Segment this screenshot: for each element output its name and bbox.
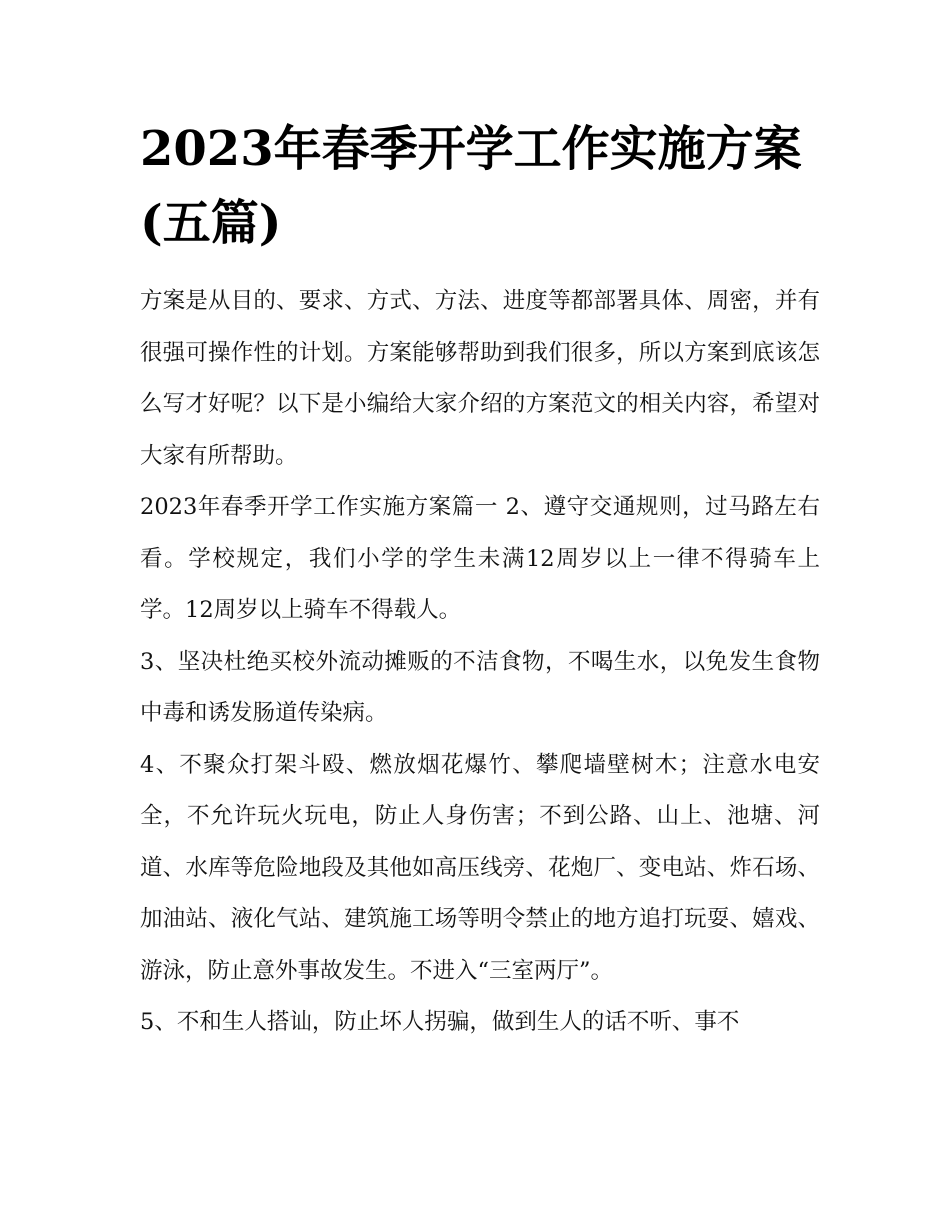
document-title: 2023年春季开学工作实施方案(五篇): [140, 121, 802, 251]
document-body: [140, 276, 820, 1049]
paragraph-section-one: 2023年春季开学工作实施方案篇一 2、遵守交通规则，过马路左右看。学校规定，我们小学的学生未满12周岁以上一律不得骑车上学。12周岁以上骑车不得载人。: [140, 494, 820, 623]
paragraph-item-3: 3、坚决杜绝买校外流动摊贩的不洁食物，不喝生水，以免发生食物中毒和诱发肠道传染病。: [140, 648, 820, 726]
paragraph-item-5: 5、不和生人搭讪，防止坏人拐骗，做到生人的话不听、事不: [140, 1009, 740, 1035]
paragraph-item-4: 4、不聚众打架斗殴、燃放烟花爆竹、攀爬墙壁树木；注意水电安全，不允许玩火玩电，防止人身伤害；不到公路、山上、池塘、河道、水库等危险地段及其他如高压线旁、花炮厂、变电站、炸石场、加油站、液化气站、建筑施工场等明令禁止的地方追打玩耍、嬉戏、游泳，防止意外事故发生。不进入“三室两厅”。: [140, 751, 820, 984]
paragraph-intro: 方案是从目的、要求、方式、方法、进度等都部署具体、周密，并有很强可操作性的计划。方案能够帮助到我们很多，所以方案到底该怎么写才好呢？以下是小编给大家介绍的方案范文的相关内容，希望对大家有所帮助。: [140, 288, 820, 469]
